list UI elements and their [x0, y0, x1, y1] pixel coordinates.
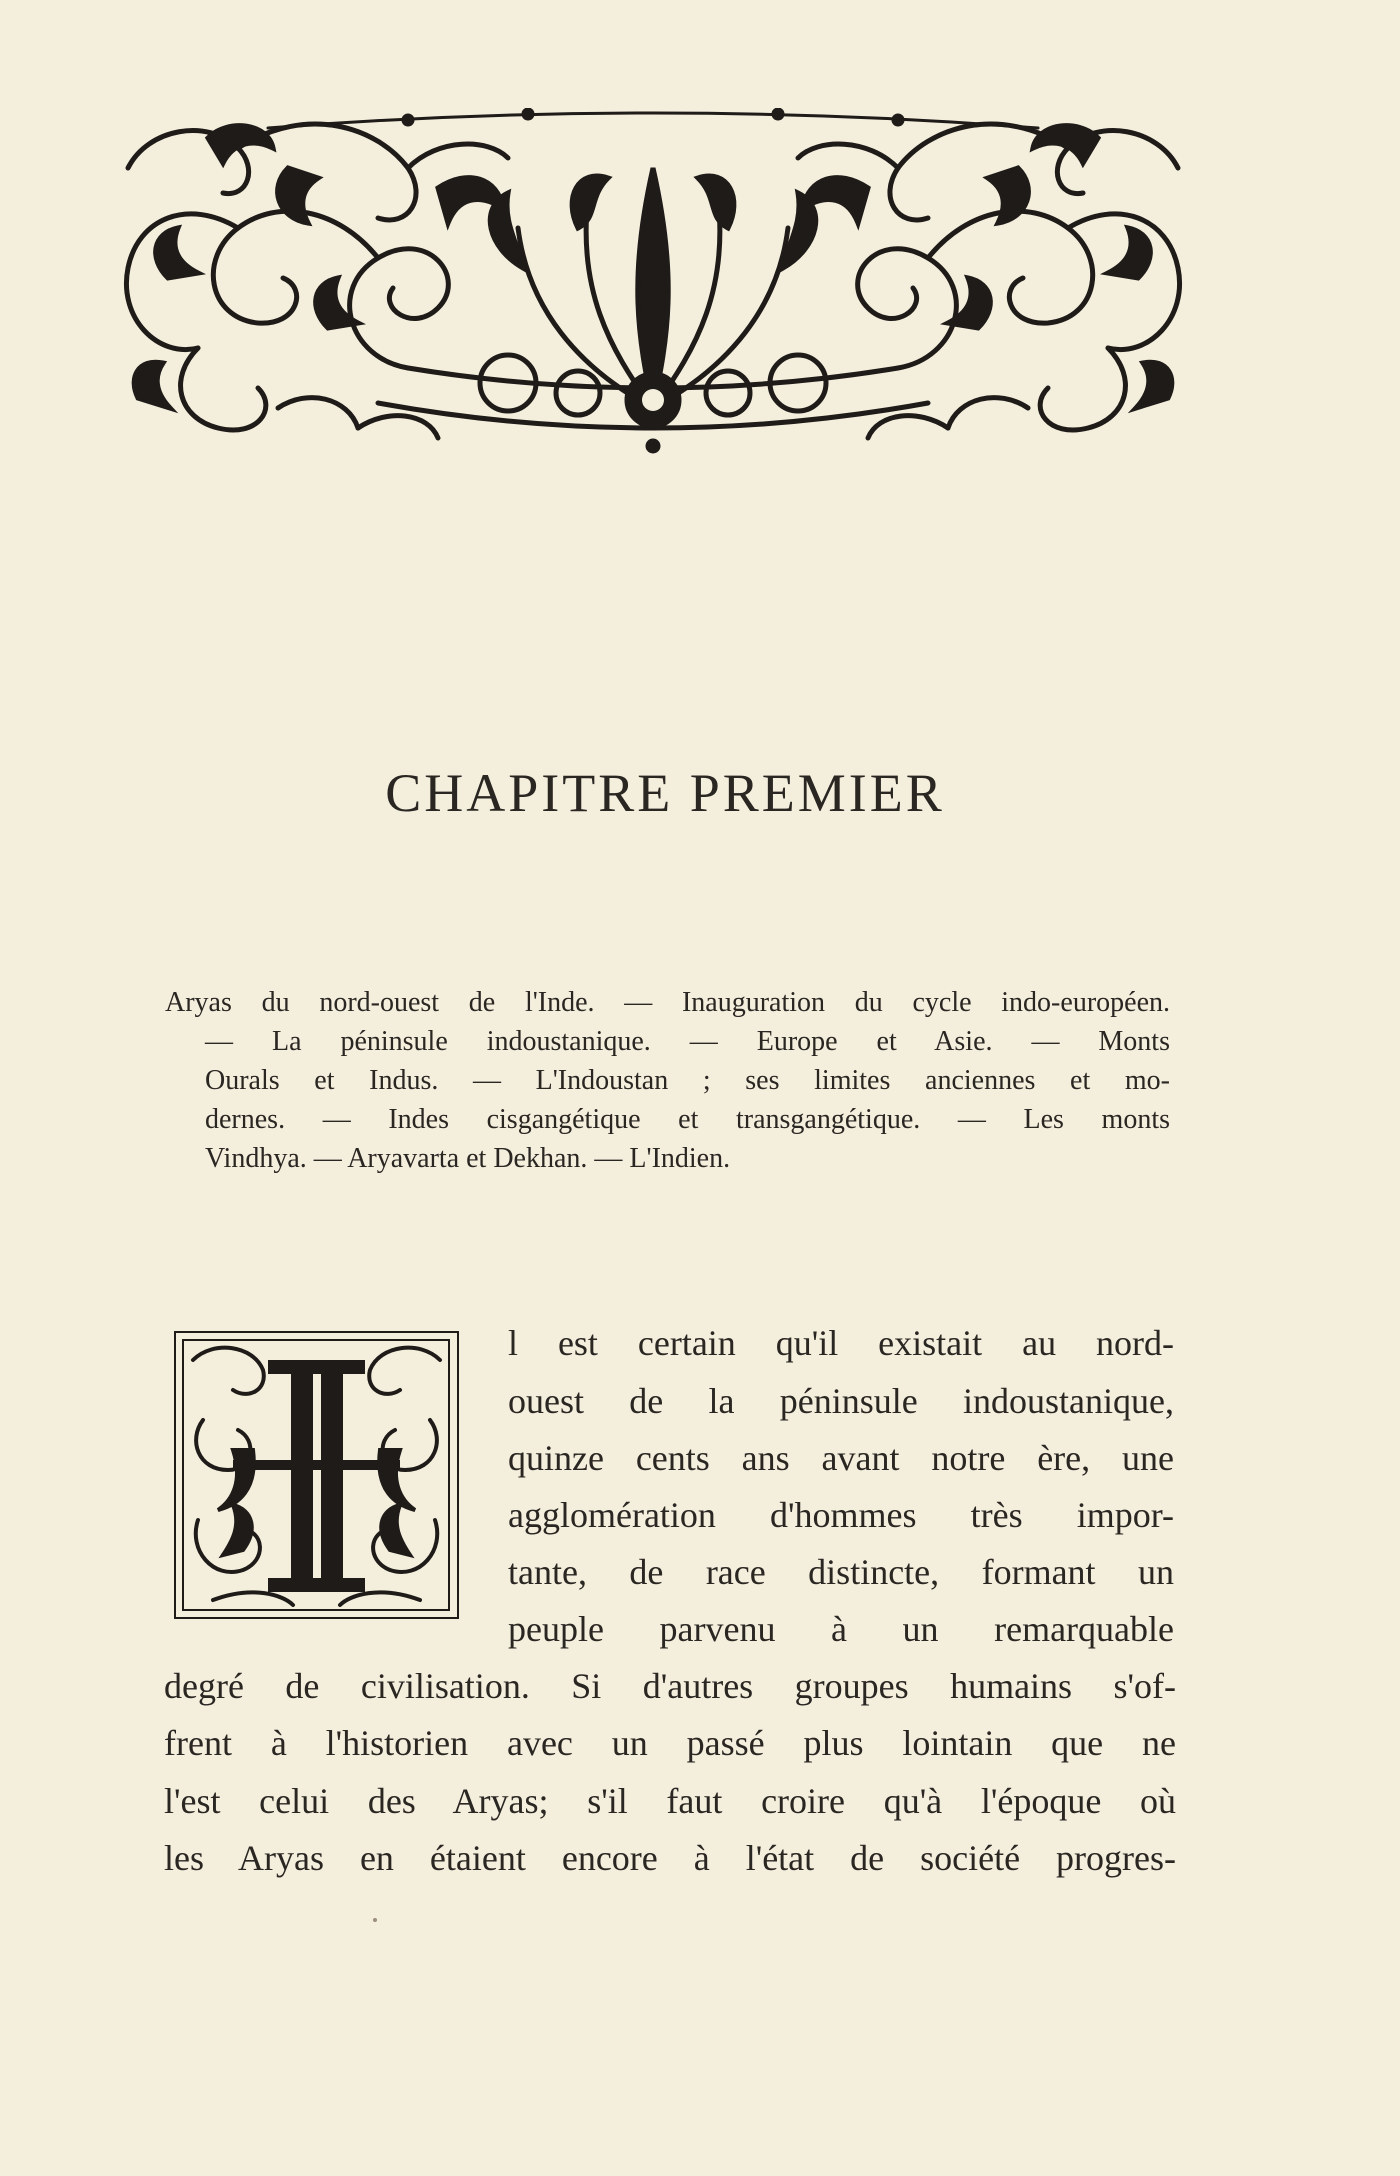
body-line: quinze cents ans avant notre ère, une — [508, 1438, 1174, 1478]
body-line: ouest de la péninsule indoustanique, — [508, 1381, 1174, 1421]
ink-speck — [373, 1918, 377, 1922]
summary-line: — La péninsule indoustanique. — Europe et Asie. — Monts — [205, 1026, 1170, 1057]
chapter-summary — [165, 983, 1170, 1178]
summary-line: dernes. — Indes cisgangétique et transgangétique. — Les monts — [205, 1104, 1170, 1135]
summary-line: Vindhya. — Aryavarta et Dekhan. — L'Indien. — [205, 1143, 731, 1174]
decorated-drop-capital — [173, 1330, 460, 1622]
body-line: l'est celui des Aryas; s'il faut croire qu'à l'époque où — [164, 1781, 1176, 1821]
body-line: l est certain qu'il existait au nord- — [508, 1323, 1174, 1363]
summary-line: Aryas du nord-ouest de l'Inde. — Inauguration du cycle indo-européen. — [165, 987, 1170, 1018]
body-line: agglomération d'hommes très impor- — [508, 1495, 1174, 1535]
body-line: tante, de race distincte, formant un — [508, 1552, 1174, 1592]
ornamental-headpiece — [108, 108, 1198, 458]
chapter-title: CHAPITRE PREMIER — [385, 763, 945, 823]
dropcap-letter: I — [314, 1482, 318, 1493]
summary-line: Ourals et Indus. — L'Indoustan ; ses limites anciennes et mo- — [205, 1065, 1170, 1096]
body-line: peuple parvenu à un remarquable — [508, 1609, 1174, 1649]
body-line: frent à l'historien avec un passé plus lointain que ne — [164, 1723, 1176, 1763]
body-line: degré de civilisation. Si d'autres groupes humains s'of- — [164, 1666, 1176, 1706]
body-line: les Aryas en étaient encore à l'état de société progres- — [164, 1838, 1176, 1878]
